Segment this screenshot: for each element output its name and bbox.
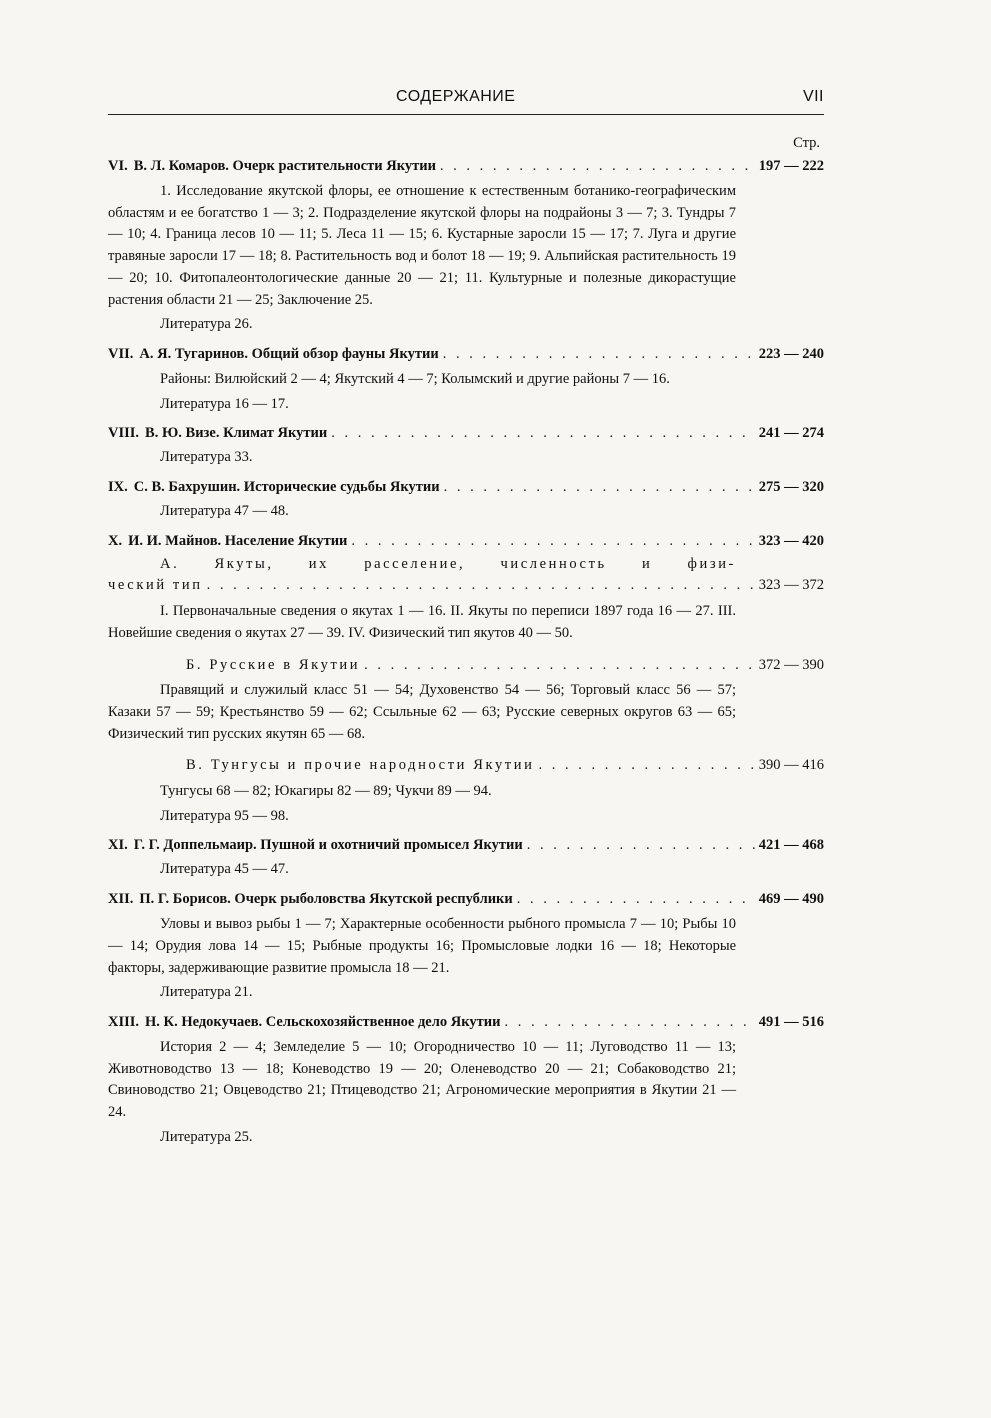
entry-title: А. Я. Тугаринов. Общий обзор фауны Якутии <box>139 345 439 362</box>
entry-literature: Литература 47 — 48. <box>160 503 289 520</box>
entry-number: XIII. <box>108 1013 140 1030</box>
leader-dots <box>440 156 755 177</box>
toc-entry-xii <box>108 889 824 1004</box>
entry-number: IX. <box>108 479 128 496</box>
entry-description: 1. Исследование якутской флоры, ее отношение к естественным ботанико-географическим областям и ее богатство 1 — 3; 2. Подразделение якутской флоры на подрайоны 3 — 7; 3. Тундры 7 — 10; 4. Граница лесов 10 — 11; 5. Леса 11 — 15; 6. Кустарные заросли 15 — 17; 7. Луга и другие травяные заросли 17 — 18; 8. Растительность вод и болот 18 — 19; 9. Альпийская растительность 19 — 20; 10. Фитопалеонтологические данные 20 — 21; 11. Культурные и полезные дикорастущие растения области 21 — 25; Заключение 25. <box>108 183 736 308</box>
subsection-title: Б. Русские в Якутии <box>186 656 361 673</box>
subsection-title-cont: ческий тип <box>108 577 203 594</box>
subsection-title-line1: А. Якуты, их расселение, численность и физи- <box>160 555 736 572</box>
leader-dots <box>538 755 754 777</box>
entry-number: VII. <box>108 345 134 362</box>
leader-dots <box>364 655 755 677</box>
entry-title: Г. Г. Доппельмаир. Пушной и охотничий промысел Якутии <box>133 837 523 854</box>
entry-literature: Литература 16 — 17. <box>160 395 289 412</box>
pages-column-label: Стр. <box>793 135 820 151</box>
entry-heading <box>108 477 824 498</box>
page-title: СОДЕРЖАНИЕ <box>396 88 516 105</box>
subsection-description: I. Первоначальные сведения о якутах 1 — 16. II. Якуты по переписи 1897 года 16 — 27. III. Новейшие сведения о якутах 27 — 39. IV. Физический тип якутов 40 — 50. <box>108 603 736 641</box>
toc-entry-x <box>108 531 824 828</box>
entry-heading <box>108 531 824 552</box>
entry-heading <box>108 156 824 177</box>
leader-dots <box>331 423 755 444</box>
entry-heading <box>108 1012 824 1033</box>
entry-description: Уловы и вывоз рыбы 1 — 7; Характерные особенности рыбного промысла 7 — 10; Рыбы 10 — 14; Орудия лова 14 — 15; Рыбные продукты 16; Промысловые лодки 16 — 18; Некоторые факторы, задерживающие развитие промысла 18 — 21. <box>108 916 736 976</box>
entry-pages: 421 — 468 <box>758 837 824 854</box>
entry-heading <box>108 344 824 365</box>
entry-title: В. Л. Комаров. Очерк растительности Якутии <box>133 158 436 174</box>
entry-heading <box>108 835 824 856</box>
toc-page <box>108 88 824 1157</box>
leader-dots <box>207 575 755 597</box>
entry-number: XI. <box>108 837 128 854</box>
subsection-c <box>186 755 824 777</box>
subsection-b <box>186 655 824 677</box>
toc-entry-ix <box>108 477 824 523</box>
entry-literature: Литература 21. <box>160 984 253 1001</box>
entry-literature: Литература 25. <box>160 1128 253 1145</box>
entry-description: Районы: Вилюйский 2 — 4; Якутский 4 — 7; Колымский и другие районы 7 — 16. <box>160 370 670 387</box>
toc-entry-vi <box>108 156 824 336</box>
subsection-description: Тунгусы 68 — 82; Юкагиры 82 — 89; Чукчи 89 — 94. <box>160 783 492 800</box>
entry-number: X. <box>108 532 123 549</box>
entry-number: VI. <box>108 158 128 174</box>
toc-entry-xi <box>108 835 824 881</box>
entry-title: И. И. Майнов. Население Якутии <box>128 532 348 549</box>
entry-title: В. Ю. Визе. Климат Якутии <box>145 425 328 442</box>
subsection-pages: 390 — 416 <box>758 757 824 774</box>
page-number: VII <box>802 88 824 105</box>
entry-pages: 275 — 320 <box>758 479 824 496</box>
entry-heading <box>108 889 824 910</box>
entry-pages: 223 — 240 <box>758 345 824 362</box>
leader-dots <box>351 531 754 552</box>
subsection-title: В. Тунгусы и прочие народности Якутии <box>186 757 535 774</box>
entry-pages: 491 — 516 <box>758 1013 824 1030</box>
entry-number: XII. <box>108 891 134 908</box>
subsection-pages: 323 — 372 <box>758 577 824 594</box>
entry-number: VIII. <box>108 425 140 442</box>
entry-pages: 241 — 274 <box>758 425 824 442</box>
entry-title: С. В. Бахрушин. Исторические судьбы Якутии <box>133 479 440 496</box>
leader-dots <box>444 477 755 498</box>
toc-entry-xiii <box>108 1012 824 1149</box>
entry-pages: 469 — 490 <box>758 891 824 908</box>
entry-title: П. Г. Борисов. Очерк рыболовства Якутской республики <box>139 891 513 908</box>
leader-dots <box>517 889 755 910</box>
subsection-a <box>108 554 824 597</box>
toc-entry-viii <box>108 423 824 469</box>
leader-dots <box>527 835 755 856</box>
entry-description: История 2 — 4; Земледелие 5 — 10; Огородничество 10 — 11; Луговодство 11 — 13; Животноводство 13 — 18; Коневодство 19 — 20; Оленеводство 20 — 21; Собаководство 21; Свиноводство 21; Овцеводство 21; Птицеводство 21; Агрономические мероприятия в Якутии 21 — 24. <box>108 1038 736 1121</box>
entry-literature: Литература 95 — 98. <box>160 807 289 824</box>
leader-dots <box>504 1012 754 1033</box>
entry-pages: 197 — 222 <box>758 158 824 174</box>
entry-literature: Литература 45 — 47. <box>160 861 289 878</box>
leader-dots <box>443 344 755 365</box>
entry-pages: 323 — 420 <box>758 532 824 549</box>
subsection-title-line2 <box>108 575 824 597</box>
subsection-pages: 372 — 390 <box>758 656 824 673</box>
entry-literature: Литература 33. <box>160 449 253 466</box>
entry-literature: Литература 26. <box>160 316 253 333</box>
subsection-description: Правящий и служилый класс 51 — 54; Духовенство 54 — 56; Торговый класс 56 — 57; Казаки 57 — 59; Крестьянство 59 — 62; Ссыльные 62 — 63; Русские северных округов 63 — 65; Физический тип русских якутян 65 — 68. <box>108 682 736 742</box>
toc-entry-vii <box>108 344 824 415</box>
entry-title: Н. К. Недокучаев. Сельскохозяйственное дело Якутии <box>145 1013 501 1030</box>
entry-heading <box>108 423 824 444</box>
running-header <box>108 88 824 115</box>
